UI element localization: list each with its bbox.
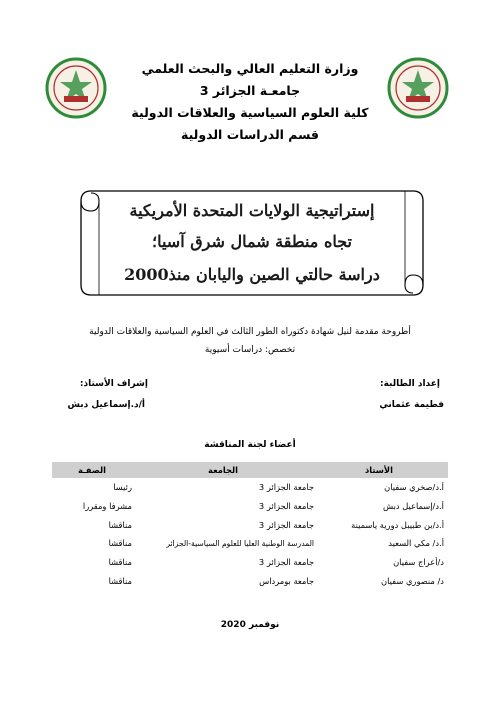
faculty-name: كلية العلوم السياسية والعلاقات الدولية xyxy=(131,105,369,120)
committee-title: أعضاء لجنة المناقشة xyxy=(204,440,296,450)
table-row xyxy=(52,571,448,590)
university-name: المدرسة الوطنية العليا للعلوم السياسية-الجزائر xyxy=(166,538,314,548)
professor-name: أ.د/صخري سفيان xyxy=(384,482,444,493)
university-name: جامعة الجزائر 3 xyxy=(258,557,314,568)
thesis-specialization: تخصص: دراسات أسيوية xyxy=(204,345,296,355)
table-row xyxy=(52,553,448,572)
title-line-1: إستراتيجية الولايات المتحدة الأمريكية xyxy=(129,201,375,220)
submission-date: نوفمبر 2020 xyxy=(220,620,280,630)
ministry-name: وزارة التعليم العالي والبحث العلمي xyxy=(141,61,359,76)
committee-table xyxy=(52,462,448,590)
table-row xyxy=(52,515,448,534)
committee-role: مناقشا xyxy=(108,519,132,530)
professor-name: د/أعراج سفيان xyxy=(393,557,444,568)
university-name: جامعة بومرداس xyxy=(259,575,314,586)
header-professor: الأستاذ xyxy=(365,465,393,475)
committee-role: رئيسا xyxy=(113,482,132,493)
student-label: إعداد الطالبة: xyxy=(380,379,440,389)
table-row xyxy=(52,534,448,553)
university-logo-right xyxy=(386,56,450,120)
institution-header xyxy=(130,58,370,146)
university-name: جامعـة الجزائر 3 xyxy=(199,83,301,98)
committee-table-header xyxy=(52,462,448,478)
committee-role: مناقشا xyxy=(108,575,132,586)
thesis-description: أطروحة مقدمة لنيل شهادة دكتوراه الطور الثالث في العلوم السياسية والعلاقات الدولية xyxy=(89,327,411,337)
committee-role: مشرفا ومقررا xyxy=(82,501,132,512)
supervisor-label: إشراف الأستاذ: xyxy=(79,379,148,389)
header-role: الصفـة xyxy=(78,465,106,475)
committee-role: مناقشا xyxy=(108,557,132,568)
title-line-3: دراسة حالتي الصين واليابان منذ2000 xyxy=(124,265,380,284)
university-name: جامعة الجزائر 3 xyxy=(258,482,314,493)
header-university: الجامعة xyxy=(208,465,238,475)
university-name: جامعة الجزائر 3 xyxy=(258,501,314,512)
title-banner xyxy=(77,185,427,303)
table-row xyxy=(52,497,448,516)
department-name: قسم الدراسات الدولية xyxy=(181,127,319,142)
student-name: فطيمة عثماني xyxy=(379,400,444,410)
table-row xyxy=(52,478,448,497)
university-name: جامعة الجزائر 3 xyxy=(258,519,314,530)
professor-name: أ.د/إسماعيل دبش xyxy=(383,501,444,512)
professor-name: أ.د/ مكي السعيد xyxy=(388,538,444,549)
professor-name: د/ منصوري سفيان xyxy=(381,575,444,586)
professor-name: أ.د/بن طبيبل دورية ياسمينة xyxy=(351,519,444,530)
committee-role: مناقشا xyxy=(108,538,132,549)
university-logo-left xyxy=(44,56,108,120)
title-line-2: تجاه منطقة شمال شرق آسيا؛ xyxy=(152,232,352,251)
supervisor-name: أ/د.إسماعيل دبش xyxy=(67,400,145,410)
